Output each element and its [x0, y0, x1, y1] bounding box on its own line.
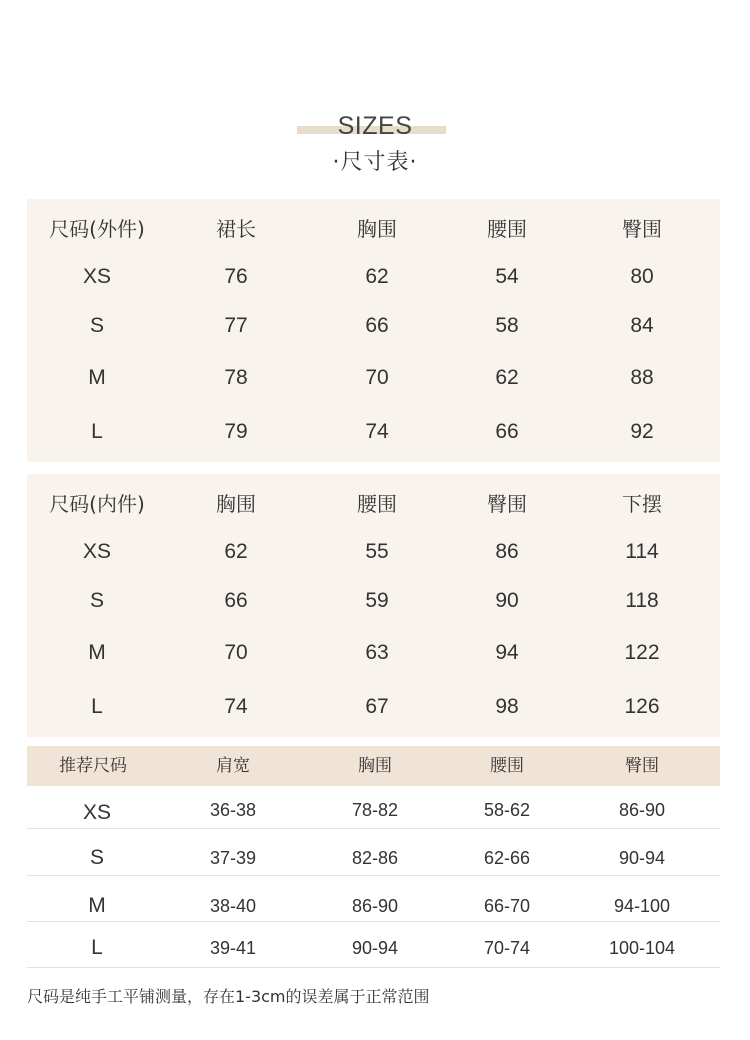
value-cell: 94-100 [613, 896, 671, 916]
outer-size-table [27, 199, 720, 462]
value-cell: 37-39 [209, 848, 257, 868]
size-cell: XS [82, 801, 111, 824]
header-cell: 尺码(外件) [49, 217, 145, 241]
header-cell: 腰围 [357, 492, 397, 516]
value-cell: 74 [224, 695, 248, 718]
value-cell: 59 [365, 589, 389, 612]
table-row [27, 311, 720, 341]
size-cell: M [88, 641, 106, 664]
value-cell: 90 [495, 589, 519, 612]
value-cell: 36-38 [209, 800, 257, 820]
value-cell: 38-40 [209, 896, 257, 916]
value-cell: 66 [365, 314, 389, 337]
size-cell: L [91, 936, 103, 959]
value-cell: 70-74 [483, 938, 531, 958]
table-row [27, 363, 720, 393]
size-cell: M [88, 366, 106, 389]
value-cell: 66 [495, 420, 519, 443]
row-divider [27, 875, 720, 876]
header-cell: 臀围 [487, 492, 527, 516]
table-row [27, 417, 720, 447]
size-cell: S [89, 846, 104, 869]
value-cell: 62 [495, 366, 519, 389]
value-cell: 67 [365, 695, 389, 718]
value-cell: 62 [365, 265, 389, 288]
table-row [27, 537, 720, 567]
header-cell: 臀围 [625, 756, 659, 776]
value-cell: 76 [224, 265, 248, 288]
recommend-table-header [27, 746, 720, 786]
header-cell: 肩宽 [216, 756, 250, 776]
row-divider [27, 921, 720, 922]
table-row [27, 262, 720, 292]
value-cell: 100-104 [608, 938, 676, 958]
value-cell: 98 [495, 695, 519, 718]
header-cell: 尺码(内件) [49, 492, 145, 516]
table-row [27, 933, 720, 979]
value-cell: 66-70 [483, 896, 531, 916]
size-cell: M [88, 894, 106, 917]
size-cell: XS [82, 265, 111, 288]
inner-size-table [27, 474, 720, 737]
table-row [27, 638, 720, 668]
value-cell: 54 [495, 265, 519, 288]
value-cell: 90-94 [618, 848, 666, 868]
table-header-row [27, 489, 720, 519]
row-divider [27, 967, 720, 968]
value-cell: 92 [630, 420, 654, 443]
row-divider [27, 828, 720, 829]
value-cell: 62-66 [483, 848, 531, 868]
header-cell: 下摆 [622, 492, 662, 516]
table-row [27, 692, 720, 722]
header-cell: 推荐尺码 [59, 756, 127, 776]
value-cell: 62 [224, 540, 248, 563]
value-cell: 118 [625, 589, 659, 612]
value-cell: 86-90 [351, 896, 399, 916]
value-cell: 90-94 [351, 938, 399, 958]
header-cell: 腰围 [490, 756, 524, 776]
value-cell: 74 [365, 420, 389, 443]
table-header-row [27, 214, 720, 244]
measurement-note: 尺码是纯手工平铺测量，存在1-3cm的误差属于正常范围 [27, 987, 430, 1006]
value-cell: 94 [495, 641, 519, 664]
size-cell: S [89, 589, 104, 612]
table-row [27, 795, 720, 841]
header-cell: 裙长 [216, 217, 256, 241]
value-cell: 82-86 [351, 848, 399, 868]
title-chinese: ·尺寸表· [332, 150, 418, 175]
value-cell: 55 [365, 540, 389, 563]
header-cell: 胸围 [358, 756, 392, 776]
size-cell: L [91, 695, 103, 718]
value-cell: 80 [630, 265, 654, 288]
value-cell: 114 [625, 540, 659, 563]
value-cell: 88 [630, 366, 654, 389]
value-cell: 66 [224, 589, 248, 612]
value-cell: 86-90 [618, 800, 666, 820]
header-cell: 胸围 [357, 217, 397, 241]
value-cell: 58 [495, 314, 519, 337]
table-row [27, 586, 720, 616]
value-cell: 77 [224, 314, 248, 337]
value-cell: 78 [224, 366, 248, 389]
value-cell: 78-82 [351, 800, 399, 820]
title-english: SIZES [337, 112, 413, 140]
table-row [27, 843, 720, 889]
value-cell: 126 [624, 695, 660, 718]
value-cell: 70 [365, 366, 389, 389]
value-cell: 39-41 [209, 938, 257, 958]
value-cell: 84 [630, 314, 654, 337]
value-cell: 86 [495, 540, 519, 563]
header-cell: 胸围 [216, 492, 256, 516]
header-cell: 臀围 [622, 217, 662, 241]
value-cell: 63 [365, 641, 389, 664]
size-cell: S [89, 314, 104, 337]
value-cell: 58-62 [483, 800, 531, 820]
value-cell: 122 [624, 641, 660, 664]
value-cell: 70 [224, 641, 248, 664]
table-row [27, 891, 720, 937]
header-cell: 腰围 [487, 217, 527, 241]
size-cell: XS [82, 540, 111, 563]
value-cell: 79 [224, 420, 248, 443]
size-cell: L [91, 420, 103, 443]
